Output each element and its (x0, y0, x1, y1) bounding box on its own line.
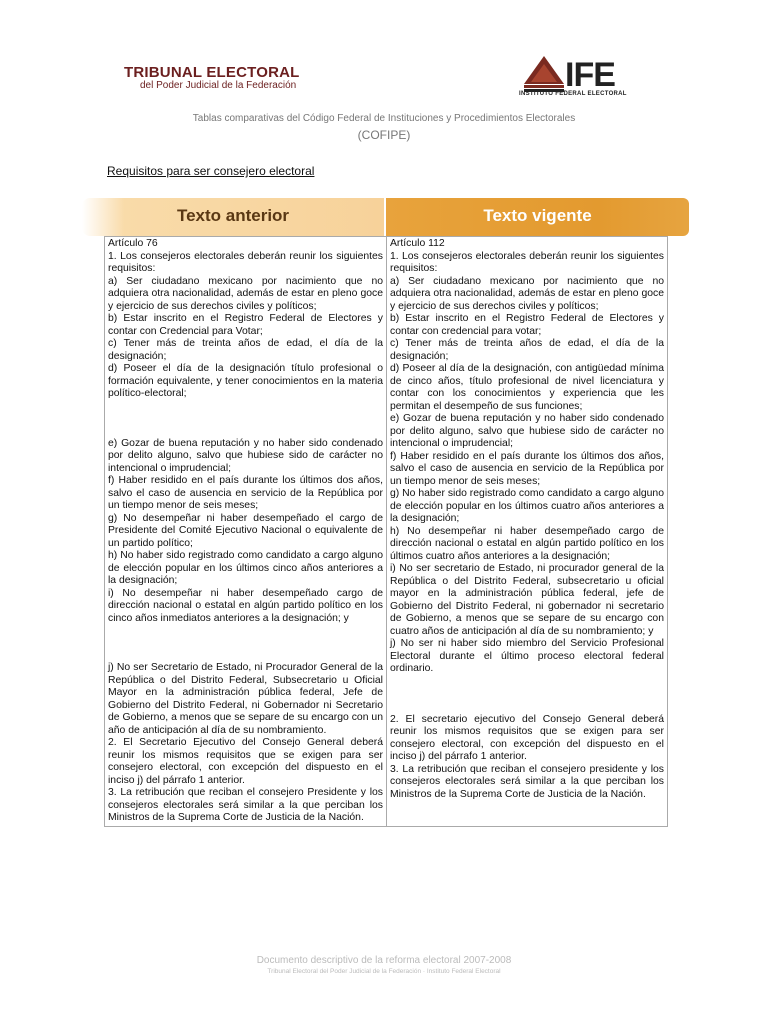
paragraph: g) No haber sido registrado como candidato a cargo alguno de elección popular en los últimos cuatro años anteriores a la designación; (390, 488, 664, 524)
paragraph: h) No haber sido registrado como candidato a cargo alguno de elección popular en los últimos cinco años anteriores a la designación; (108, 550, 383, 586)
paragraph: f) Haber residido en el país durante los últimos dos años, salvo el caso de ausencia en servicio de la República por un tiempo menor de seis meses; (108, 475, 383, 511)
paragraph: a) Ser ciudadano mexicano por nacimiento que no adquiera otra nacionalidad, además de estar en pleno goce y ejercicio de sus derechos civiles y políticos; (108, 275, 383, 312)
footer-subtitle: Tribunal Electoral del Poder Judicial de la Federación · Instituto Federal Electoral (267, 968, 501, 975)
paragraph: Artículo 76 (108, 238, 158, 249)
paragraph: Artículo 112 (390, 238, 445, 249)
right-header-label: Texto vigente (483, 206, 592, 225)
ife-wordmark: IFE (565, 56, 615, 94)
paragraph: 3. La retribución que reciban el consejero presidente y los consejeros electorales será similar a la que perciban los Ministros de la Suprema Corte de Justicia de la Nación. (390, 763, 664, 800)
page-header (110, 44, 650, 112)
paragraph: i) No ser secretario de Estado, ni procurador general de la República o del Distrito Federal, subsecretario u oficial mayor en la administración pública federal, jefe de Gobierno del Distrito Federal, ni gobernador ni secretario de Gobierno, a menos que se separe de su encargo con cuatro años de anticipación al día de su nombramiento; y (390, 563, 664, 637)
paragraph: e) Gozar de buena reputación y no haber sido condenado por delito alguno, salvo que hubiese sido de carácter no intencional o imprudencial; (108, 437, 383, 474)
spacer (108, 401, 383, 438)
paragraph: d) Poseer el día de la designación título profesional o formación equivalente, y tener conocimientos en la materia político-electoral; (108, 363, 383, 399)
ife-logo-icon (522, 54, 566, 94)
ife-full-name: INSTITUTO FEDERAL ELECTORAL (519, 91, 627, 97)
spacer (390, 676, 664, 714)
paragraph: h) No desempeñar ni haber desempeñado cargo de dirección nacional o estatal en algún partido político en los últimos cuatro años anteriores a la designación; (390, 525, 664, 562)
paragraph: 2. El secretario ejecutivo del Consejo General deberá reunir los mismos requisitos que se exigen para ser consejero electoral, con excepción del dispuesto en el inciso j) del párrafo 1 anterior. (390, 713, 664, 762)
paragraph: a) Ser ciudadano mexicano por nacimiento que no adquiera otra nacionalidad, además de estar en pleno goce y ejercicio de sus derechos civiles y políticos; (390, 275, 664, 312)
paragraph: b) Estar inscrito en el Registro Federal de Electores y contar con credencial para votar; (390, 313, 664, 337)
table-header-banner (82, 198, 689, 236)
paragraph: 1. Los consejeros electorales deberán reunir los siguientes requisitos: (108, 250, 383, 274)
right-cell (387, 237, 668, 827)
paragraph: i) No desempeñar ni haber desempeñado cargo de dirección nacional o estatal en algún partido político en los cinco años inmediatos anteriores a la designación; y (108, 587, 383, 624)
footer-title: Documento descriptivo de la reforma electoral 2007-2008 (256, 955, 512, 966)
paragraph: g) No desempeñar ni haber desempeñado el cargo de Presidente del Comité Ejecutivo Nacional o equivalente de un partido político; (108, 512, 383, 549)
document-acronym: (COFIPE) (357, 128, 411, 142)
section-title: Requisitos para ser consejero electoral (107, 164, 315, 178)
left-cell (105, 237, 387, 827)
document-subtitle: Tablas comparativas del Código Federal de Instituciones y Procedimientos Electorales (192, 113, 576, 124)
paragraph: c) Tener más de treinta años de edad, el día de la designación; (390, 338, 664, 362)
table-row (105, 237, 668, 827)
right-column-header (386, 198, 689, 236)
tribunal-title: TRIBUNAL ELECTORAL (124, 64, 300, 81)
paragraph: d) Poseer al día de la designación, con antigüedad mínima de cinco años, título profesional de nivel licenciatura y contar con los conocimientos y experiencia que les permitan el desempeño de sus funciones; (390, 363, 664, 412)
paragraph: b) Estar inscrito en el Registro Federal de Electores y contar con Credencial para Votar; (108, 313, 383, 337)
paragraph: 3. La retribución que reciban el consejero Presidente y los consejeros electorales será similar a la que perciban los Ministros de la Suprema Corte de Justicia de la Nación. (108, 787, 383, 823)
paragraph: 1. Los consejeros electorales deberán reunir los siguientes requisitos: (390, 250, 664, 274)
left-column-header (82, 198, 384, 236)
paragraph: c) Tener más de treinta años de edad, el día de la designación; (108, 338, 383, 362)
paragraph: e) Gozar de buena reputación y no haber sido condenado por delito alguno, salvo que hubiese sido de carácter no intencional o imprudencial; (390, 413, 664, 449)
left-header-label: Texto anterior (176, 206, 290, 225)
paragraph: f) Haber residido en el país durante los últimos dos años, salvo el caso de ausencia en servicio de la República por un tiempo menor de seis meses; (390, 450, 664, 487)
comparison-table (104, 236, 668, 827)
paragraph: j) No ser ni haber sido miembro del Servicio Profesional Electoral durante el último proceso electoral federal ordinario. (390, 638, 664, 674)
tribunal-subtitle: del Poder Judicial de la Federación (140, 80, 297, 91)
paragraph: 2. El Secretario Ejecutivo del Consejo General deberá reunir los mismos requisitos que se exigen para ser consejero electoral, con excepción del dispuesto en el inciso j) del párrafo 1 anterior. (108, 737, 383, 786)
spacer (108, 625, 383, 662)
paragraph: j) No ser Secretario de Estado, ni Procurador General de la República o del Distrito Federal, Subsecretario u Oficial Mayor en la administración pública federal, Jefe de Gobierno del Distrito Federal, ni Gobernador ni Secretario de Gobierno, a menos que se separe de su encargo con un año de anticipación al día de su nombramiento. (108, 662, 383, 736)
